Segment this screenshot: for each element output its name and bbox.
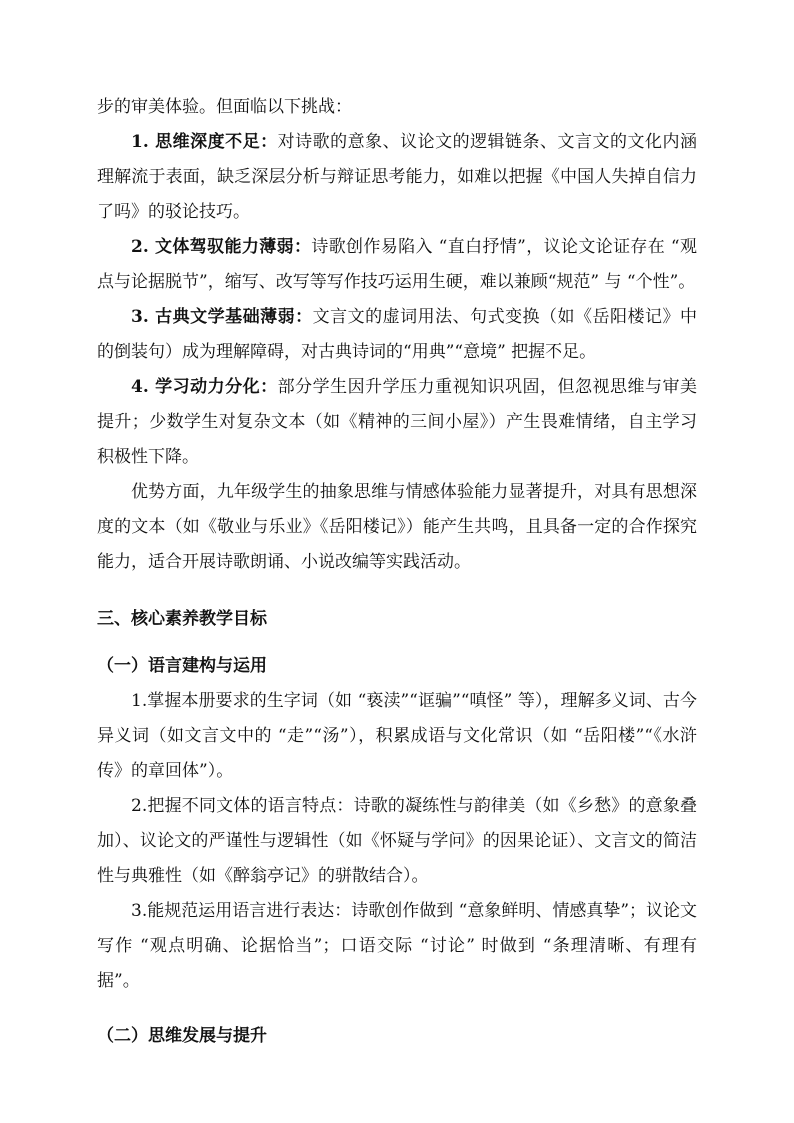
intro-tail: 步的审美体验。但面临以下挑战：: [97, 97, 352, 117]
challenge-2: [97, 230, 697, 300]
challenge-3-text: 文言文的虚词用法、句式变换（如《岳阳楼记》中的倒装句）成为理解障碍，对古典诗词的“用典”“意境” 把握不足。: [97, 307, 698, 362]
goal-2: 2.把握不同文体的语言特点：诗歌的凝练性与韵律美（如《乡愁》的意象叠加）、议论文的严谨性与逻辑性（如《怀疑与学问》的因果论证）、文言文的简洁性与典雅性（如《醉翁亭记》的骈散结合）。: [97, 796, 697, 886]
challenge-3: [97, 300, 697, 370]
challenge-4-text: 部分学生因升学压力重视知识巩固，但忽视思维与审美提升；少数学生对复杂文本（如《精神的三间小屋》）产生畏难情绪，自主学习积极性下降。: [97, 377, 697, 467]
challenge-2-lead: 2. 文体驾驭能力薄弱：: [131, 237, 312, 257]
challenge-2-text: 诗歌创作易陷入 “直白抒情”，议论文论证存在 “观点与论据脱节”，缩写、改写等写作技巧运用生硬，难以兼顾“规范” 与 “个性”。: [97, 237, 697, 292]
document-page: [97, 90, 697, 1054]
challenge-4-lead: 4. 学习动力分化：: [131, 377, 278, 397]
challenge-4: [97, 370, 697, 475]
advantage-paragraph: 优势方面，九年级学生的抽象思维与情感体验能力显著提升，对具有思想深度的文本（如《敬业与乐业》《岳阳楼记》）能产生共鸣，且具备一定的合作探究能力，适合开展诗歌朗诵、小说改编等实践活动。: [97, 482, 697, 572]
subsection-1-heading: （一）语言建构与运用: [97, 656, 267, 676]
goal-1: 1.掌握本册要求的生字词（如 “亵渎”“诓骗”“嗔怪” 等），理解多义词、古今异义词（如文言文中的 “走”“汤”），积累成语与文化常识（如 “岳阳楼”“《水浒传》的章回体”）。: [97, 691, 697, 781]
challenge-1: [97, 125, 697, 230]
challenge-1-lead: 1. 思维深度不足：: [131, 132, 278, 152]
section-3-heading: 三、核心素养教学目标: [97, 609, 267, 629]
challenge-3-lead: 3. 古典文学基础薄弱：: [131, 307, 313, 327]
goal-3: 3.能规范运用语言进行表达：诗歌创作做到 “意象鲜明、情感真挚”；议论文写作 “观点明确、论据恰当”；口语交际 “讨论” 时做到 “条理清晰、有理有据”。: [97, 901, 698, 991]
challenge-1-text: 对诗歌的意象、议论文的逻辑链条、文言文的文化内涵理解流于表面，缺乏深层分析与辩证思考能力，如难以把握《中国人失掉自信力了吗》的驳论技巧。: [97, 132, 697, 222]
subsection-2-heading: （二）思维发展与提升: [97, 1026, 267, 1046]
